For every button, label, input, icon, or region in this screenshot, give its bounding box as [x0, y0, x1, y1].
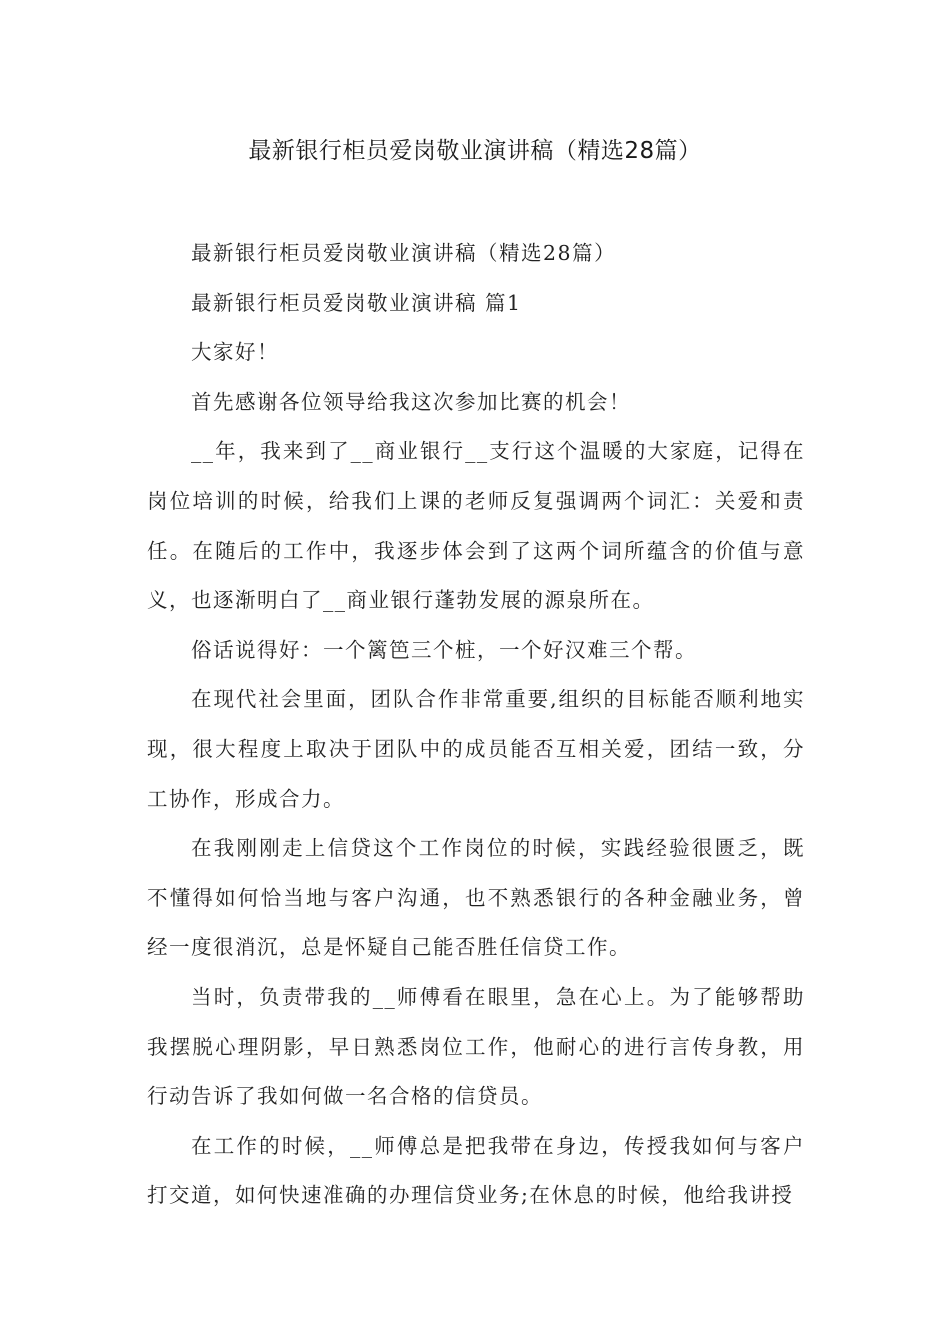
paragraph: 当时，负责带我的__师傅看在眼里，急在心上。为了能够帮助我摆脱心理阴影，早日熟悉岗位工作，他耐心的进行言传身教，用行动告诉了我如何做一名合格的信贷员。 [147, 984, 805, 1109]
document-body [147, 229, 805, 1221]
paragraph: __年，我来到了__商业银行__支行这个温暖的大家庭，记得在岗位培训的时候，给我们上课的老师反复强调两个词汇：关爱和责任。在随后的工作中，我逐步体会到了这两个词所蕴含的价值与意义，也逐渐明白了__商业银行蓬勃发展的源泉所在。 [147, 439, 805, 613]
paragraph-section-heading: 最新银行柜员爱岗敬业演讲稿 篇1 [191, 290, 522, 315]
paragraph-greeting: 大家好！ [191, 340, 279, 365]
paragraph: 俗话说得好：一个篱笆三个桩，一个好汉难三个帮。 [191, 637, 697, 662]
document-title: 最新银行柜员爱岗敬业演讲稿（精选28篇） [248, 138, 702, 164]
paragraph: 在现代社会里面，团队合作非常重要,组织的目标能否顺利地实现，很大程度上取决于团队中的成员能否互相关爱，团结一致，分工协作，形成合力。 [147, 687, 805, 811]
paragraph: 在我刚刚走上信贷这个工作岗位的时候，实践经验很匮乏，既不懂得如何恰当地与客户沟通，也不熟悉银行的各种金融业务，曾经一度很消沉，总是怀疑自己能否胜任信贷工作。 [147, 836, 805, 960]
paragraph-subtitle: 最新银行柜员爱岗敬业演讲稿（精选28篇） [191, 241, 617, 265]
paragraph: 在工作的时候，__师傅总是把我带在身边，传授我如何与客户打交道，如何快速准确的办理信贷业务;在休息的时候，他给我讲授 [147, 1133, 805, 1208]
paragraph: 首先感谢各位领导给我这次参加比赛的机会！ [191, 389, 631, 414]
